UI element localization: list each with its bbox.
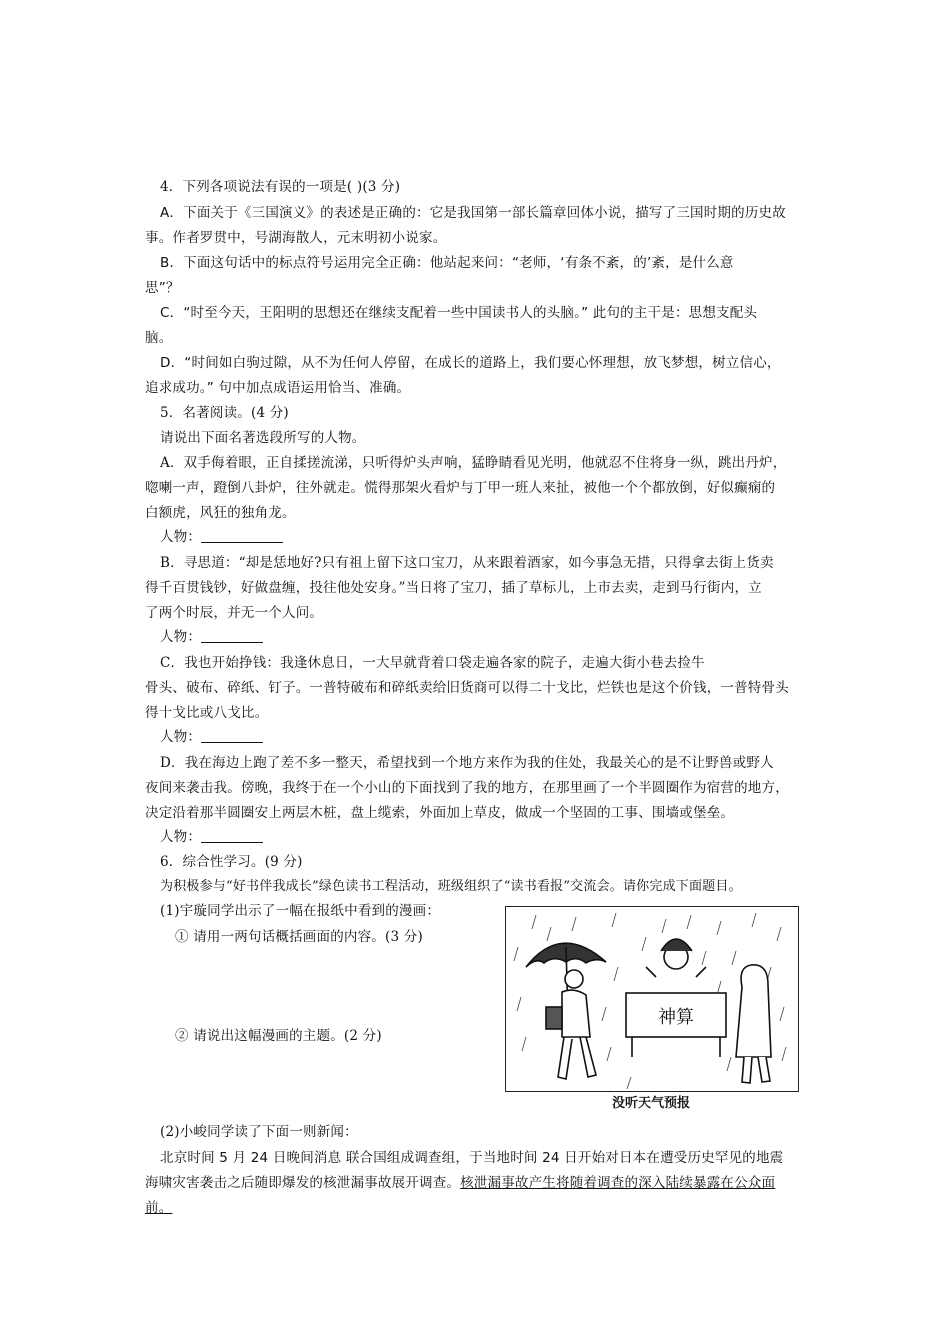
q5-excerpt-a-line2: 唿喇一声，蹬倒八卦炉，往外就走。慌得那架火看炉与丁甲一班人来扯，被他一个个都放倒，好似癫痫的 — [145, 480, 776, 496]
q5-answer-a — [160, 527, 283, 547]
answer-blank[interactable] — [201, 528, 283, 543]
q4-option-a-line2: 事。作者罗贯中，号湖海散人，元末明初小说家。 — [145, 230, 447, 246]
q5-excerpt-b-line3: 了两个时辰，并无一个人问。 — [145, 605, 324, 621]
q5-excerpt-c-line3: 得十戈比或八戈比。 — [145, 705, 269, 721]
q4-option-d-line1: D．“时间如白驹过隙，从不为任何人停留，在成长的道路上，我们要心怀理想，放飞梦想，树立信心， — [160, 355, 781, 371]
news-text: 海啸灾害袭击之后随即爆发的核泄漏事故展开调查。 — [145, 1175, 461, 1191]
news-line2 — [145, 1173, 775, 1193]
q5-intro: 请说出下面名著选段所写的人物。 — [160, 430, 366, 446]
person-label: 人物： — [160, 629, 202, 645]
cartoon-sign-text: 神算 — [658, 1007, 694, 1028]
answer-blank[interactable] — [201, 628, 263, 643]
person-label: 人物： — [160, 829, 202, 845]
umbrella-man — [526, 943, 606, 1079]
q5-excerpt-c-line1: C．我也开始挣钱：我逢休息日，一大早就背着口袋走遍各家的院子，走遍大街小巷去捡牛 — [160, 655, 705, 671]
q4-option-c-line1: C．“时至今天，王阳明的思想还在继续支配着一些中国读书人的头脑。” 此句的主干是：思想支配头 — [160, 305, 758, 321]
q4-option-b-line1: B．下面这句话中的标点符号运用完全正确：他站起来问：“老师，‘有条不紊，的’紊，是什么意 — [160, 255, 734, 271]
cartoon-image — [505, 906, 799, 1092]
q5-stem: 5．名著阅读。(4 分) — [160, 405, 289, 421]
q6-part1-question1: ① 请用一两句话概括画面的内容。(3 分) — [175, 929, 423, 945]
q5-answer-c — [160, 727, 263, 747]
q6-part1-question2: ② 请说出这幅漫画的主题。(2 分) — [175, 1028, 382, 1044]
q6-stem: 6．综合性学习。(9 分) — [160, 854, 303, 870]
q5-excerpt-c-line2: 骨头、破布、碎纸、钉子。一普特破布和碎纸卖给旧货商可以得二十戈比，烂铁也是这个价钱，一普特骨头 — [145, 680, 789, 696]
q4-option-c-line2: 脑。 — [145, 330, 173, 346]
answer-blank[interactable] — [201, 828, 263, 843]
q5-excerpt-a-line3: 白额虎，风狂的独角龙。 — [145, 505, 296, 521]
person-label: 人物： — [160, 529, 202, 545]
fortune-teller — [626, 939, 726, 1057]
q4-stem: 4．下列各项说法有误的一项是( )(3 分) — [160, 179, 401, 195]
q5-excerpt-a-line1: A．双手侮着眼，正自揉搓流涕，只听得炉头声响，猛睁睛看见光明，他就忍不住将身一纵，跳出丹炉， — [160, 455, 787, 471]
q5-answer-b — [160, 627, 263, 647]
cartoon-caption: 没听天气预报 — [611, 1096, 690, 1111]
q5-answer-d — [160, 827, 263, 847]
q4-option-d-line2: 追求成功。” 句中加点成语运用恰当、准确。 — [145, 380, 411, 396]
q4-option-b-line2: 思”？ — [145, 280, 180, 296]
cartoon-drawing — [506, 907, 798, 1091]
hooded-person — [736, 965, 771, 1083]
news-line1: 北京时间 5 月 24 日晚间消息 联合国组成调查组，于当地时间 24 日开始对日本在遭受历史罕见的地震 — [160, 1150, 784, 1166]
news-line3: 前。 — [145, 1200, 173, 1216]
q5-excerpt-d-line3: 决定沿着那半圆圈安上两层木桩，盘上缆索，外面加上草皮，做成一个坚固的工事、围墙或堡垒。 — [145, 805, 735, 821]
q5-excerpt-d-line2: 夜间来袭击我。傍晚，我终于在一个小山的下面找到了我的地方，在那里画了一个半圆圈作为宿营的地方， — [145, 780, 789, 796]
q6-part1: (1)宇璇同学出示了一幅在报纸中看到的漫画： — [160, 903, 441, 919]
q4-option-a-line1: A．下面关于《三国演义》的表述是正确的：它是我国第一部长篇章回体小说，描写了三国时期的历史故 — [160, 205, 786, 221]
news-underlined-sentence: 核泄漏事故产生将随着调查的深入陆续暴露在公众面 — [460, 1175, 776, 1191]
person-label: 人物： — [160, 729, 202, 745]
q6-intro: 为积极参与“好书伴我成长”绿色读书工程活动，班级组织了“读书看报”交流会。请你完成下面题目。 — [160, 879, 742, 894]
answer-blank[interactable] — [201, 728, 263, 743]
q6-part2: (2)小峻同学读了下面一则新闻： — [160, 1124, 358, 1140]
q5-excerpt-d-line1: D．我在海边上跑了差不多一整天，希望找到一个地方来作为我的住处，我最关心的是不让野兽或野人 — [160, 755, 774, 771]
q5-excerpt-b-line1: B．寻思道：“却是恁地好?只有祖上留下这口宝刀，从来跟着酒家，如今事急无措，只得拿去街上货卖 — [160, 555, 774, 571]
q5-excerpt-b-line2: 得千百贯钱钞，好做盘缠，投往他处安身。”当日将了宝刀，插了草标儿，上市去卖，走到马行街内，立 — [145, 580, 762, 596]
